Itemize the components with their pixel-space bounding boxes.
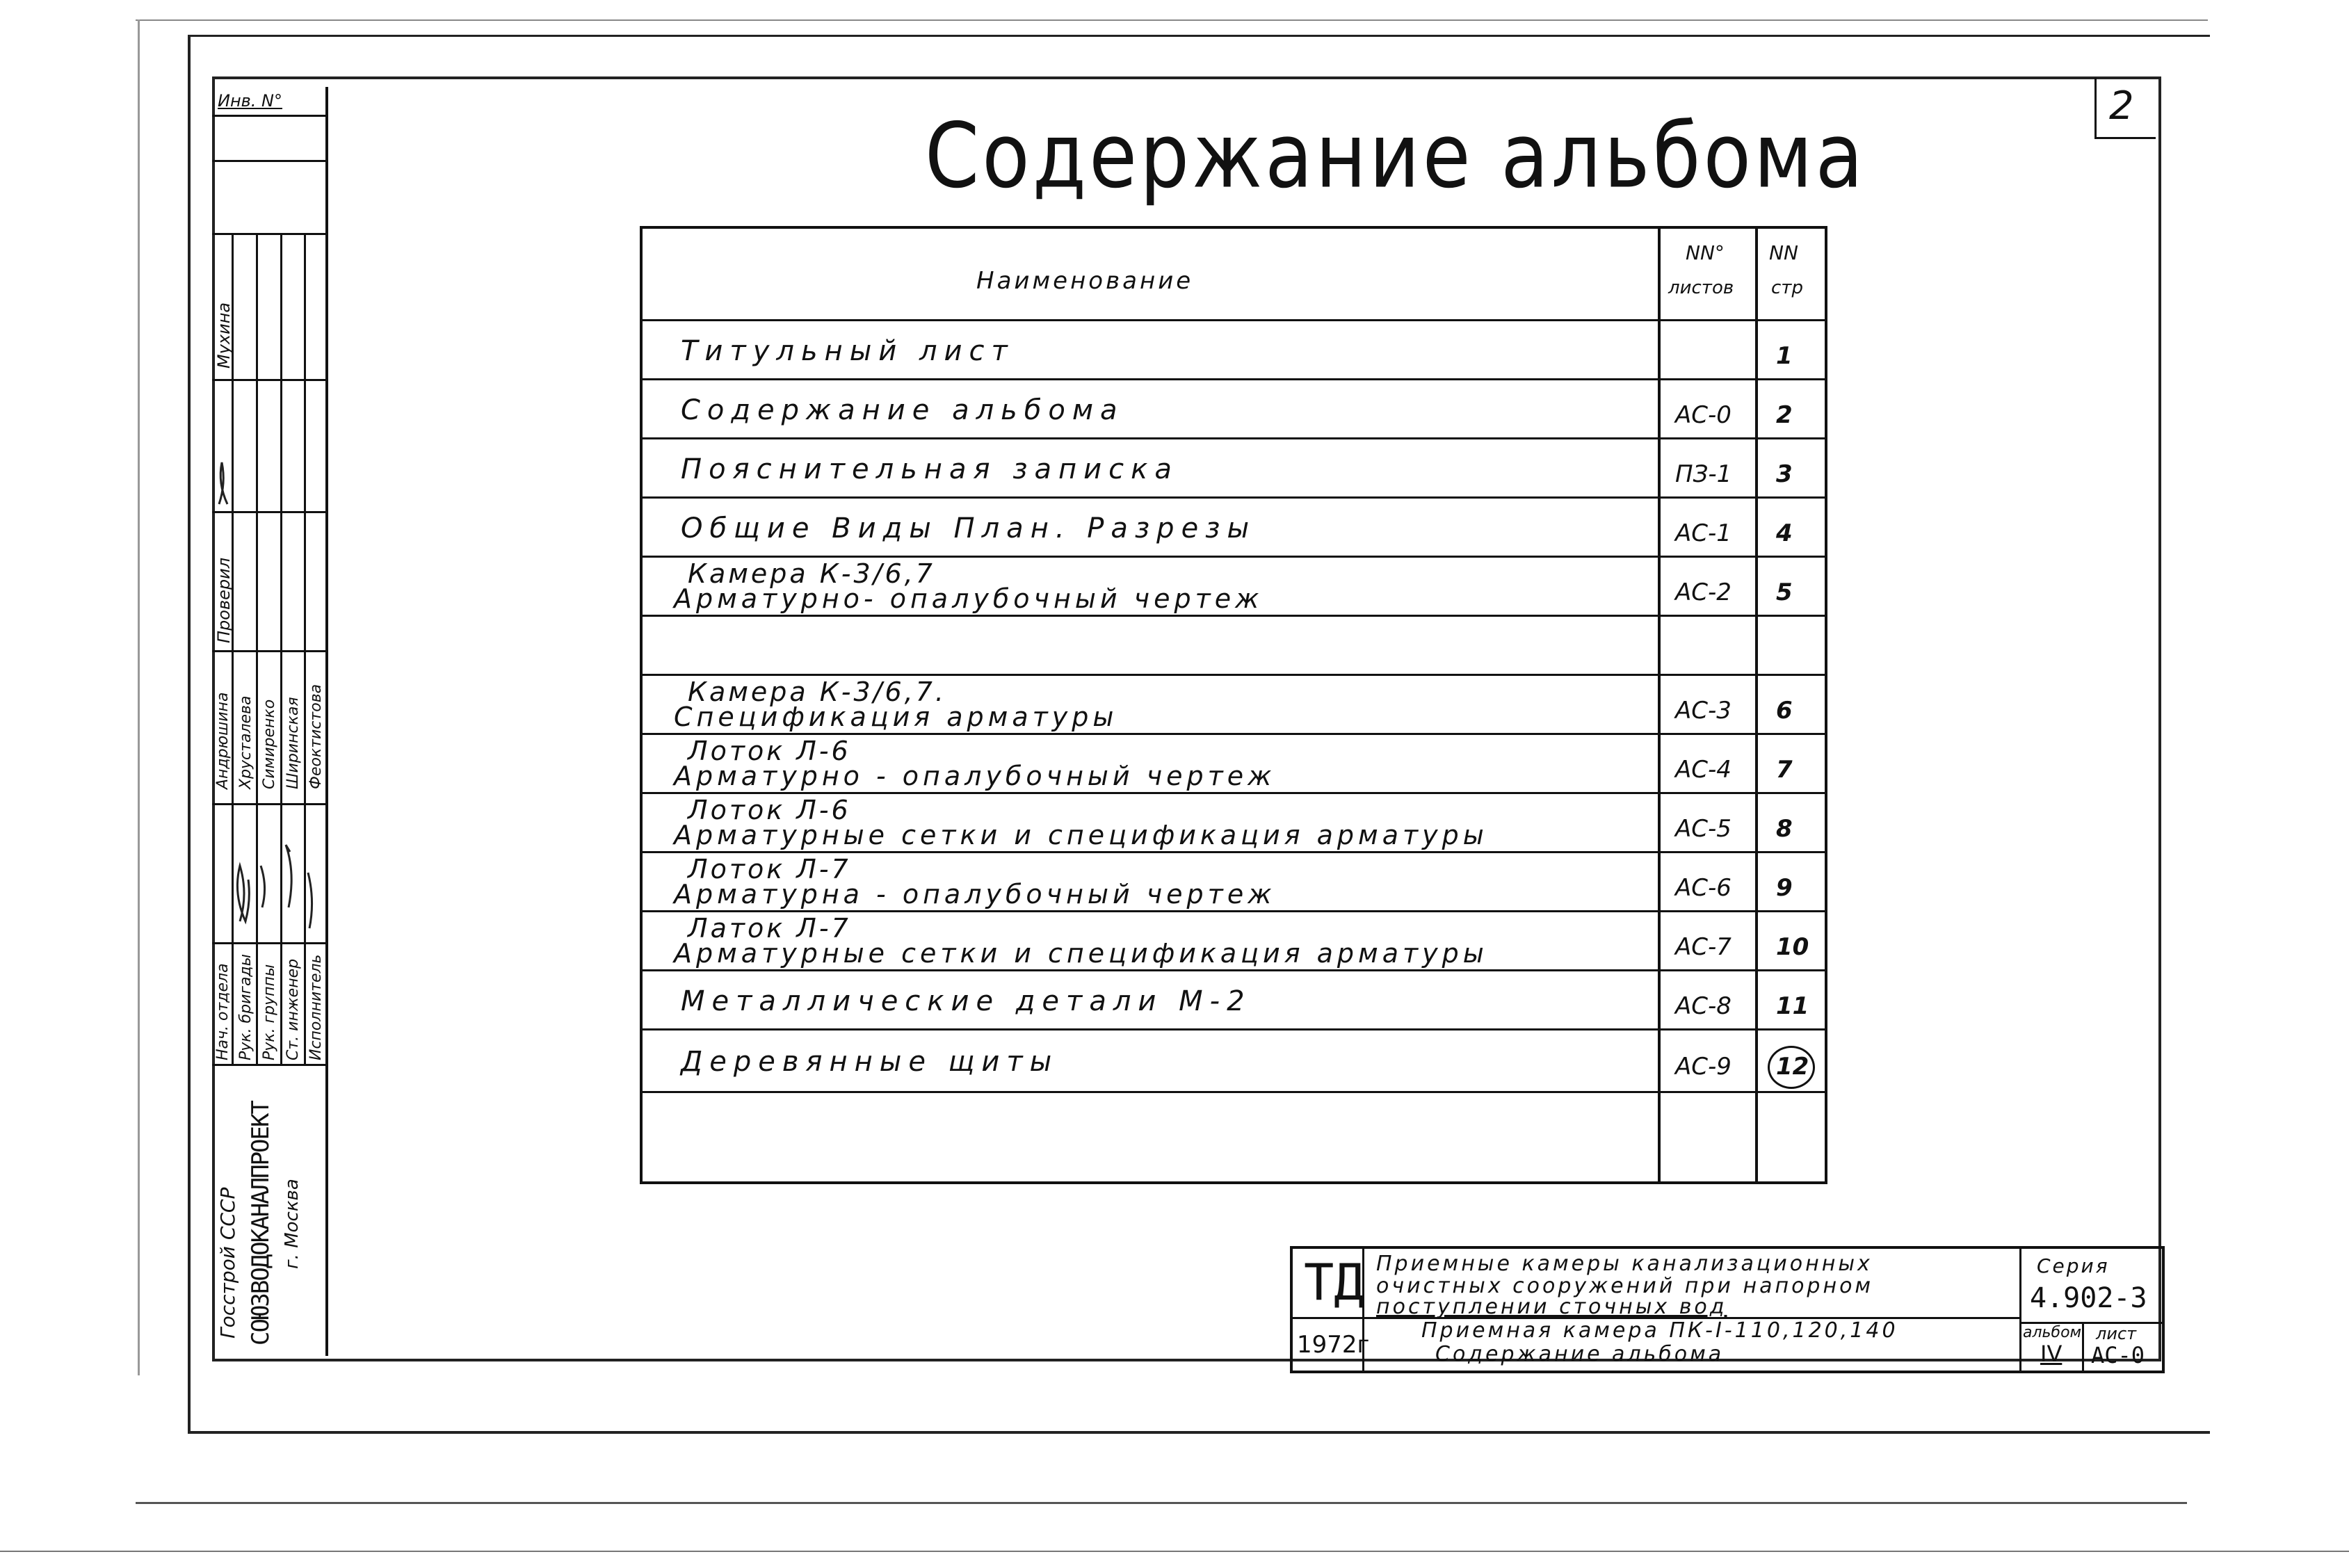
separator — [212, 115, 325, 117]
row-divider — [643, 792, 1825, 794]
row-subtitle: Арматурно - опалубочный чертеж — [674, 761, 1276, 791]
row-subtitle: Спецификация арматуры — [674, 702, 1118, 732]
title-block — [1290, 1246, 2165, 1373]
top-edge-mark — [136, 19, 2208, 21]
row-title: Лоток Л-6 — [688, 795, 851, 825]
row-subtitle: Арматурные сетки и спецификация арматуры — [674, 938, 1488, 969]
sheet-number: АС-3 — [1675, 696, 1732, 725]
separator — [2019, 1249, 2021, 1371]
inv-label: Инв. N° — [218, 91, 282, 111]
signature-marks — [212, 379, 325, 935]
row-divider — [643, 851, 1825, 853]
column-divider — [1658, 229, 1661, 1181]
row-divider — [643, 1028, 1825, 1030]
row-title: Камера К-3/6,7 — [688, 558, 935, 589]
sheet-number: АС-2 — [1675, 578, 1732, 606]
person-name: Андрюшина — [214, 692, 232, 789]
row-divider — [643, 437, 1825, 439]
role-label: Ст. инженер — [284, 958, 302, 1060]
series-label: Серия — [2037, 1254, 2110, 1277]
role-label: Исполнитель — [307, 954, 325, 1060]
person-name: Симиренко — [261, 699, 278, 789]
page-number: 7 — [1776, 755, 1793, 784]
row-title: Деревянные щиты — [681, 1046, 1059, 1078]
sheet-label: лист — [2096, 1324, 2137, 1343]
page-number: 5 — [1776, 578, 1793, 606]
row-title: Содержание альбома — [681, 394, 1124, 426]
sheet-number: АС-9 — [1675, 1053, 1732, 1081]
row-divider — [643, 674, 1825, 676]
role-label: Рук. бригады — [237, 953, 255, 1060]
header-pages-top: NN — [1769, 241, 1798, 264]
description-line: Содержание альбома — [1435, 1342, 1725, 1366]
sheet-number: АС-0 — [1675, 401, 1732, 429]
circle-mark — [1768, 1046, 1815, 1089]
row-divider — [643, 733, 1825, 735]
row-subtitle: Арматурна - опалубочный чертеж — [674, 879, 1276, 910]
row-divider — [643, 969, 1825, 971]
header-name: Наименование — [976, 267, 1194, 295]
edge-mark — [136, 1502, 2187, 1504]
header-sheets-bottom: листов — [1668, 277, 1734, 298]
page-number: 8 — [1776, 814, 1793, 843]
series-value: 4.902-3 — [2030, 1282, 2147, 1314]
row-divider — [643, 496, 1825, 499]
contents-table — [640, 226, 1827, 1184]
top-label: Проверил — [214, 557, 234, 643]
page-number: 2 — [1776, 401, 1793, 429]
role-label: Нач. отдела — [214, 963, 232, 1060]
page-number: 9 — [1776, 873, 1793, 902]
column-divider — [1755, 229, 1758, 1181]
row-title: Титульный лист — [681, 334, 1015, 367]
row-title: Общие Виды План. Разрезы — [681, 512, 1257, 544]
sheet-number: ПЗ-1 — [1675, 460, 1732, 488]
row-divider — [643, 319, 1825, 321]
album-value: IV — [2040, 1341, 2063, 1367]
logo: ТД — [1304, 1253, 1364, 1311]
person-name: Хрусталева — [237, 695, 255, 789]
separator — [1293, 1317, 1362, 1319]
sheet-number: АС-5 — [1675, 814, 1732, 843]
page-number-box — [2094, 78, 2156, 139]
page-number: 12 — [1776, 1053, 1809, 1081]
sheet-value: АС-0 — [2091, 1342, 2145, 1368]
row-divider — [643, 378, 1825, 380]
top-label: Мухина — [214, 302, 234, 369]
row-title: Латок Л-7 — [688, 913, 851, 944]
row-subtitle: Арматурные сетки и спецификация арматуры — [674, 820, 1488, 850]
page-number: 4 — [1776, 519, 1793, 547]
separator — [212, 942, 325, 944]
org-label: Госстрой СССР — [216, 1187, 239, 1339]
row-divider — [643, 556, 1825, 558]
row-divider — [643, 910, 1825, 912]
edge-mark — [0, 1551, 2349, 1552]
row-divider — [643, 615, 1825, 617]
description-line: поступлении сточных вод — [1376, 1295, 1727, 1319]
header-sheets-top: NN° — [1686, 241, 1725, 264]
row-title: Камера К-3/6,7. — [688, 677, 946, 707]
left-edge-mark — [138, 19, 140, 1375]
sheet-number: АС-8 — [1675, 992, 1732, 1020]
page-number: 3 — [1776, 460, 1793, 488]
description-line: Приемная камера ПК-I-110,120,140 — [1421, 1318, 1898, 1343]
person-name: Феоктистова — [307, 684, 325, 789]
sheet-number: АС-7 — [1675, 932, 1732, 961]
org-city: г. Москва — [282, 1179, 302, 1269]
role-label: Рук. группы — [261, 964, 278, 1060]
left-stamp — [212, 87, 328, 1356]
page-number: 6 — [1776, 696, 1793, 725]
sheet-number: АС-4 — [1675, 755, 1732, 784]
row-title: Металлические детали М-2 — [681, 985, 1252, 1017]
person-name: Ширинская — [284, 697, 302, 789]
page-number: 11 — [1776, 992, 1809, 1020]
row-title: Лоток Л-7 — [688, 854, 851, 884]
org-name: СОЮЗВОДОКАНАЛПРОЕКТ — [247, 1101, 275, 1345]
separator — [212, 233, 325, 235]
row-divider — [643, 1091, 1825, 1093]
header-pages-bottom: стр — [1771, 277, 1803, 298]
page-number: 1 — [1776, 341, 1793, 370]
sheet-number: АС-1 — [1675, 519, 1732, 547]
separator — [212, 1064, 325, 1066]
page-number: 2 — [2109, 83, 2134, 129]
row-subtitle: Арматурно- опалубочный чертеж — [674, 583, 1264, 614]
separator — [2082, 1322, 2084, 1371]
page-number: 10 — [1776, 932, 1809, 961]
description-line: очистных сооружений при напорном — [1376, 1274, 1874, 1298]
separator — [212, 160, 325, 162]
row-title: Пояснительная записка — [681, 453, 1179, 485]
year: 1972г — [1297, 1331, 1370, 1359]
description-line: Приемные камеры канализационных — [1376, 1252, 1873, 1276]
sheet-number: АС-6 — [1675, 873, 1732, 902]
album-label: альбом — [2023, 1324, 2082, 1341]
page-title: Содержание альбома — [925, 104, 1866, 209]
row-title: Лоток Л-6 — [688, 736, 851, 766]
